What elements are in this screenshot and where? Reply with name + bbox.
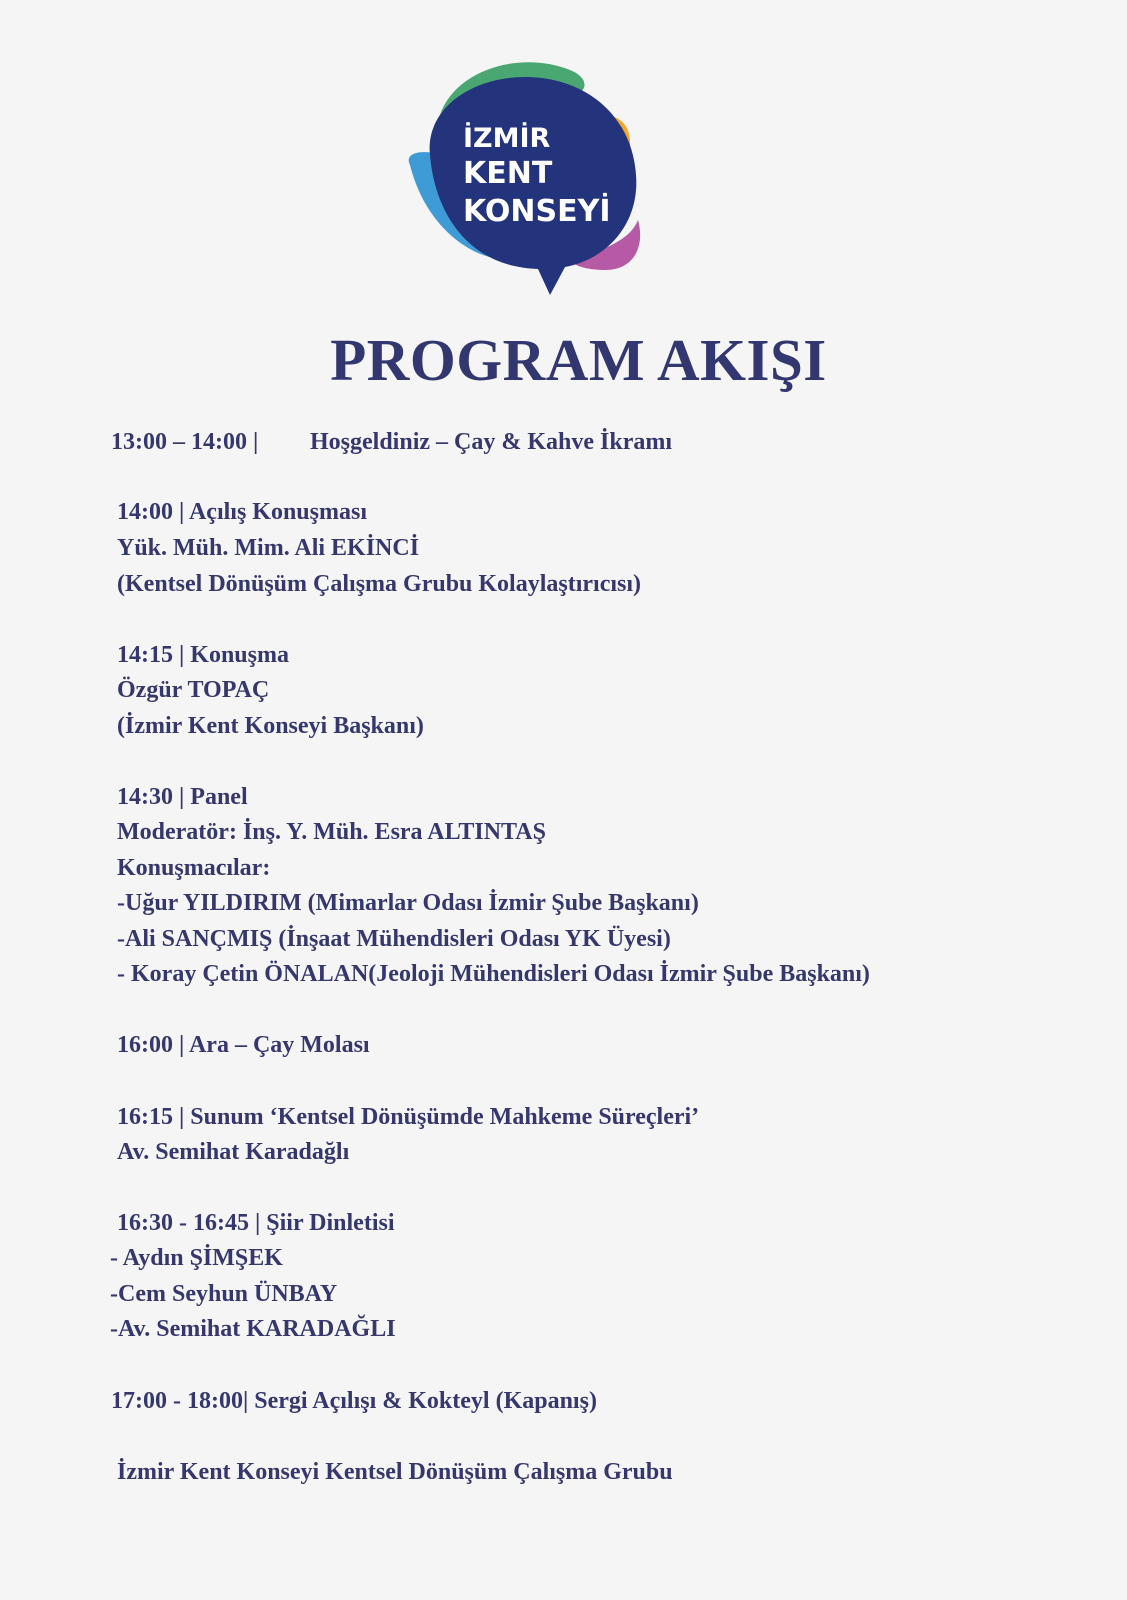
panel-moderator: Moderatör: İnş. Y. Müh. Esra ALTINTAŞ [117, 819, 546, 845]
poetry-heading: 16:30 - 16:45 | Şiir Dinletisi [117, 1210, 395, 1236]
panel-heading: 14:30 | Panel [117, 784, 248, 810]
welcome-text: Hoşgeldiniz – Çay & Kahve İkramı [310, 429, 673, 455]
logo-line3: KONSEYİ [463, 194, 611, 229]
opening-heading: 14:00 | Açılış Konuşması [117, 499, 367, 525]
panel-speakers-label: Konuşmacılar: [117, 855, 271, 881]
welcome-time: 13:00 – 14:00 | [111, 429, 259, 455]
logo-line2: KENT [463, 156, 553, 191]
poetry-reader-2: -Cem Seyhun ÜNBAY [110, 1281, 338, 1307]
poetry-reader-1: - Aydın ŞİMŞEK [110, 1245, 283, 1271]
break-heading: 16:00 | Ara – Çay Molası [117, 1032, 370, 1058]
panel-speaker-3: - Koray Çetin ÖNALAN(Jeoloji Mühendisleri Odası İzmir Şube Başkanı) [117, 961, 870, 987]
opening-role: (Kentsel Dönüşüm Çalışma Grubu Kolaylaştırıcısı) [117, 571, 642, 597]
speech-speaker: Özgür TOPAÇ [117, 677, 270, 703]
opening-speaker: Yük. Müh. Mim. Ali EKİNCİ [117, 535, 420, 561]
speech-heading: 14:15 | Konuşma [117, 642, 289, 668]
page-title: PROGRAM AKIŞI [330, 327, 827, 393]
logo-line1: İZMİR [463, 123, 551, 154]
closing-heading: 17:00 - 18:00| Sergi Açılışı & Kokteyl (Kapanış) [111, 1388, 597, 1414]
presentation-speaker: Av. Semihat Karadağlı [117, 1139, 350, 1165]
panel-speaker-1: -Uğur YILDIRIM (Mimarlar Odası İzmir Şube Başkanı) [117, 890, 699, 916]
presentation-heading: 16:15 | Sunum ‘Kentsel Dönüşümde Mahkeme Süreçleri’ [117, 1104, 700, 1130]
organizer-signature: İzmir Kent Konseyi Kentsel Dönüşüm Çalışma Grubu [117, 1459, 673, 1485]
speech-role: (İzmir Kent Konseyi Başkanı) [117, 713, 424, 739]
poetry-reader-3: -Av. Semihat KARADAĞLI [110, 1316, 396, 1342]
panel-speaker-2: -Ali SANÇMIŞ (İnşaat Mühendisleri Odası YK Üyesi) [117, 926, 671, 952]
izmir-kent-konseyi-logo [400, 55, 650, 305]
